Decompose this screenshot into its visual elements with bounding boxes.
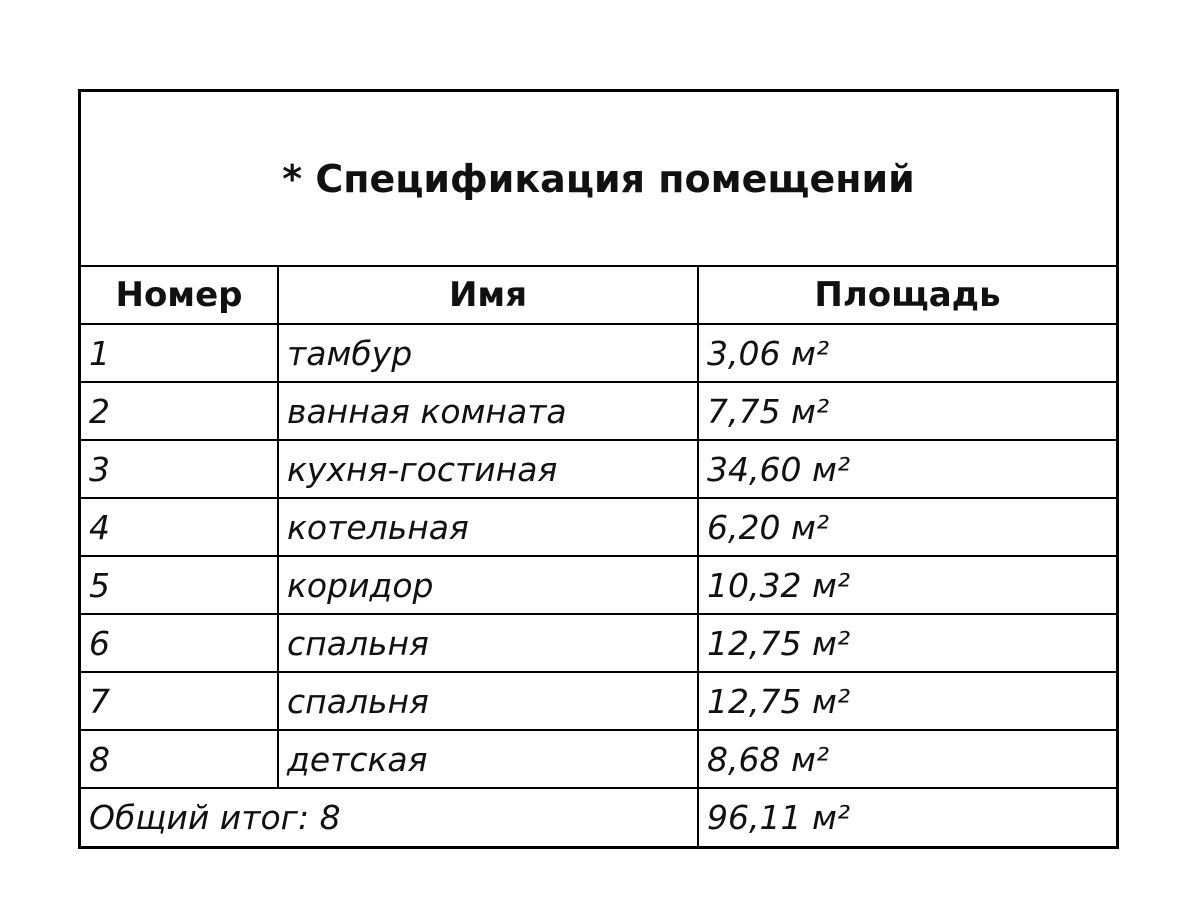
table-row [81,499,1116,557]
room-area: 34,60 м² [707,449,851,489]
room-number: 8 [81,731,279,787]
room-area: 10,32 м² [707,565,851,605]
room-area: 7,75 м² [707,391,830,431]
table-row [81,557,1116,615]
room-area: 8,68 м² [707,739,830,779]
header-number: Номер [81,267,279,323]
room-number: 2 [81,383,279,439]
total-label: Общий итог: 8 [81,789,699,846]
table-row [81,383,1116,441]
total-area: 96,11 м² [707,798,851,837]
room-name: коридор [279,557,699,613]
table-row [81,673,1116,731]
room-number: 5 [81,557,279,613]
room-number: 7 [81,673,279,729]
header-area: Площадь [814,275,1001,315]
header-name: Имя [279,267,699,323]
room-name: ванная комната [279,383,699,439]
room-specification-table [78,89,1119,849]
table-row [81,325,1116,383]
room-name: кухня-гостиная [279,441,699,497]
room-area: 12,75 м² [707,623,851,663]
room-name: детская [279,731,699,787]
table-row [81,615,1116,673]
total-row [81,789,1116,846]
table-title: * Спецификация помещений [81,92,1116,267]
room-name: спальня [279,615,699,671]
table-row [81,441,1116,499]
room-name: спальня [279,673,699,729]
room-name: котельная [279,499,699,555]
room-number: 4 [81,499,279,555]
room-area: 6,20 м² [707,507,830,547]
room-area: 3,06 м² [707,333,830,373]
room-name: тамбур [279,325,699,381]
room-number: 6 [81,615,279,671]
table-row [81,731,1116,789]
room-area: 12,75 м² [707,681,851,721]
room-number: 1 [81,325,279,381]
room-number: 3 [81,441,279,497]
header-row [81,267,1116,325]
